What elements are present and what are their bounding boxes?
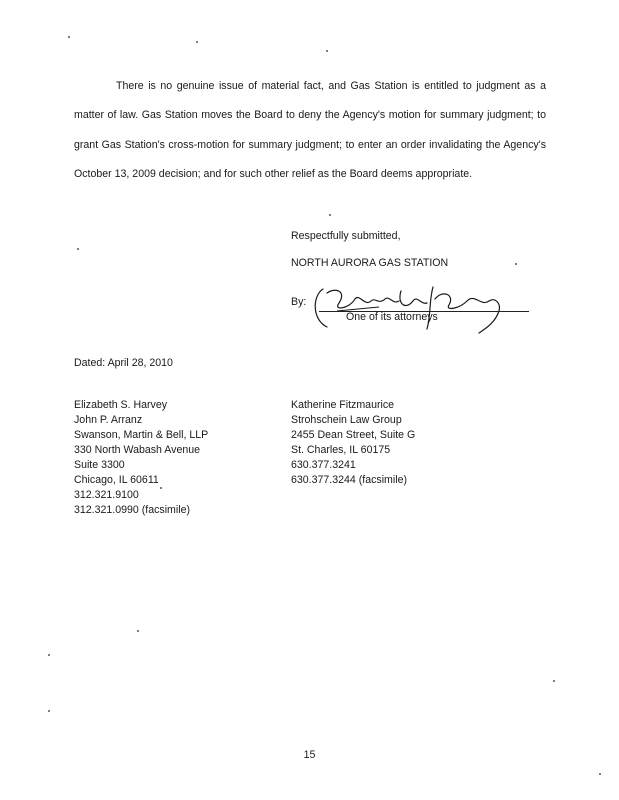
address-line: Suite 3300 bbox=[74, 459, 125, 471]
address-line: 630.377.3241 bbox=[291, 459, 356, 471]
address-line: Elizabeth S. Harvey bbox=[74, 399, 168, 411]
signature-row bbox=[291, 281, 591, 333]
closing-line: Respectfully submitted, bbox=[291, 230, 401, 242]
scan-speck bbox=[48, 654, 50, 656]
address-line: John P. Arranz bbox=[74, 414, 143, 426]
party-name: NORTH AURORA GAS STATION bbox=[291, 257, 449, 269]
scan-speck bbox=[77, 248, 79, 250]
by-label: By: bbox=[291, 296, 307, 308]
address-line: Katherine Fitzmaurice bbox=[291, 399, 395, 411]
scan-speck bbox=[137, 630, 139, 632]
scan-speck bbox=[553, 680, 555, 682]
scan-speck bbox=[160, 487, 162, 489]
address-line: Swanson, Martin & Bell, LLP bbox=[74, 429, 209, 441]
scan-speck bbox=[515, 263, 517, 265]
signer-capacity: One of its attorneys bbox=[346, 311, 438, 323]
address-line: 330 North Wabash Avenue bbox=[74, 444, 201, 456]
scan-speck bbox=[196, 41, 198, 43]
counsel-address-left bbox=[74, 398, 208, 518]
address-line: 630.377.3244 (facsimile) bbox=[291, 474, 408, 486]
address-line: Strohschein Law Group bbox=[291, 414, 402, 426]
scan-speck bbox=[329, 214, 331, 216]
address-line: 312.321.9100 bbox=[74, 489, 139, 501]
date-line: Dated: April 28, 2010 bbox=[74, 357, 173, 369]
scan-speck bbox=[68, 36, 70, 38]
conclusion-paragraph: There is no genuine issue of material fact, and Gas Station is entitled to judgment as a matter of law. Gas Station moves the Board to deny the Agency's motion for summary judgment; to grant Gas Station's cross-motion for summary judgment; to enter an order invalidating the Agency's October 13, 2009 decision; and for such other relief as the Board deems appropriate. bbox=[74, 80, 546, 181]
scan-speck bbox=[326, 50, 328, 52]
page-number: 15 bbox=[303, 749, 316, 761]
signature-block bbox=[291, 229, 591, 333]
scan-speck bbox=[48, 710, 50, 712]
scan-speck bbox=[599, 773, 601, 775]
address-line: Chicago, IL 60611 bbox=[74, 474, 159, 486]
address-line: St. Charles, IL 60175 bbox=[291, 444, 391, 456]
counsel-address-right bbox=[291, 398, 415, 488]
address-line: 2455 Dean Street, Suite G bbox=[291, 429, 416, 441]
address-line: 312.321.0990 (facsimile) bbox=[74, 504, 191, 516]
